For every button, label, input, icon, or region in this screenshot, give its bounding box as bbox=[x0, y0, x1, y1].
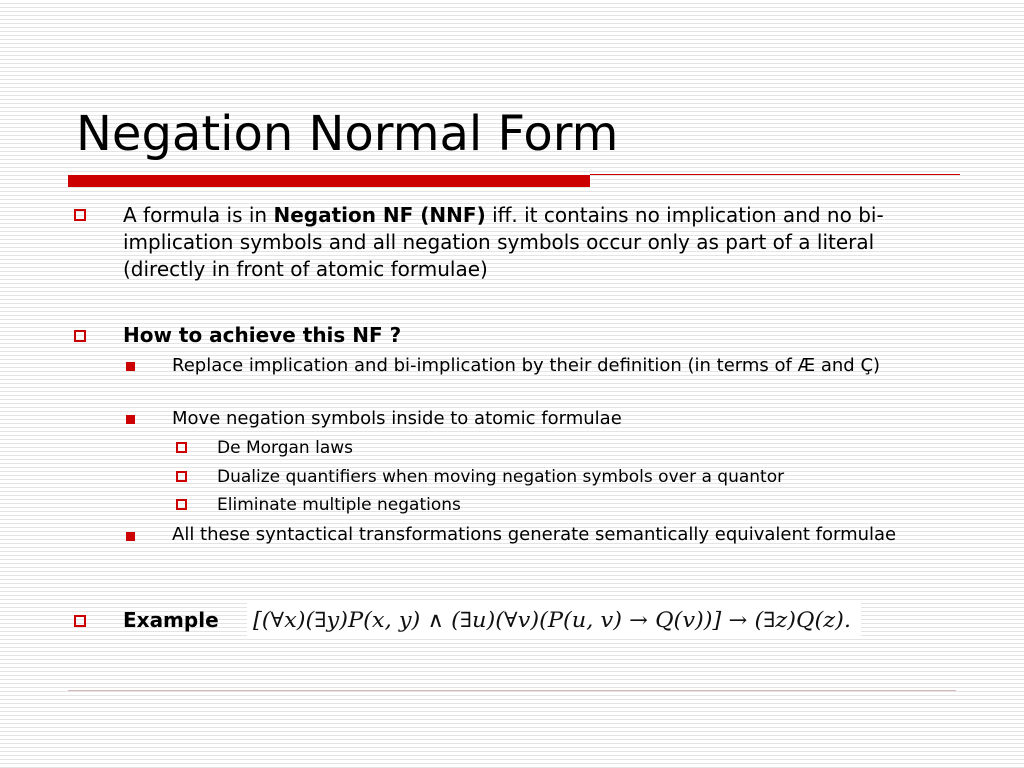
nnf-term: Negation NF (NNF) bbox=[273, 203, 486, 227]
bullet-square-outline-icon bbox=[176, 442, 187, 453]
bullet-square-outline-icon bbox=[176, 471, 187, 482]
bullet-square-filled-icon bbox=[126, 415, 135, 424]
title-underline-line bbox=[590, 174, 960, 175]
nnf-definition-suffix: iff. it contains no implication and no bi-implication symbols and all negation symbols occur only as part of a literal (directly in front of atomic formulae) bbox=[123, 203, 884, 281]
nnf-definition-prefix: A formula is in bbox=[123, 203, 274, 227]
bullet-de-morgan: De Morgan laws bbox=[217, 438, 353, 458]
bullet-square-filled-icon bbox=[126, 532, 135, 541]
title-underline-bar bbox=[68, 175, 590, 187]
bullet-square-outline-icon bbox=[176, 499, 187, 510]
bullet-square-outline-icon bbox=[74, 330, 86, 342]
slide-title: Negation Normal Form bbox=[76, 106, 619, 162]
bullet-replace-implication: Replace implication and bi-implication by their definition (in terms of Æ and Ç) bbox=[172, 355, 881, 376]
bullet-square-outline-icon bbox=[74, 209, 86, 221]
example-formula-graphic bbox=[247, 603, 861, 637]
bullet-dualize-quantifiers: Dualize quantifiers when moving negation symbols over a quantor bbox=[217, 467, 785, 487]
bullet-square-outline-icon bbox=[74, 615, 86, 627]
bullet-eliminate-negations: Eliminate multiple negations bbox=[217, 495, 461, 515]
bullet-how-to-achieve: How to achieve this NF ? bbox=[123, 323, 402, 347]
example-label: Example bbox=[123, 608, 219, 632]
footer-divider bbox=[68, 690, 956, 691]
example-formula-box bbox=[247, 603, 861, 637]
bullet-move-negation: Move negation symbols inside to atomic formulae bbox=[172, 408, 622, 429]
bullet-nnf-definition bbox=[123, 202, 938, 283]
bullet-semantic-equivalence: All these syntactical transformations generate semantically equivalent formulae bbox=[172, 524, 897, 545]
bullet-square-filled-icon bbox=[126, 362, 135, 371]
example-formula: [(∀x)(∃y)P(x, y) ∧ (∃u)(∀v)(P(u, v) → Q(v))] → (∃z)Q(z). bbox=[253, 608, 851, 632]
